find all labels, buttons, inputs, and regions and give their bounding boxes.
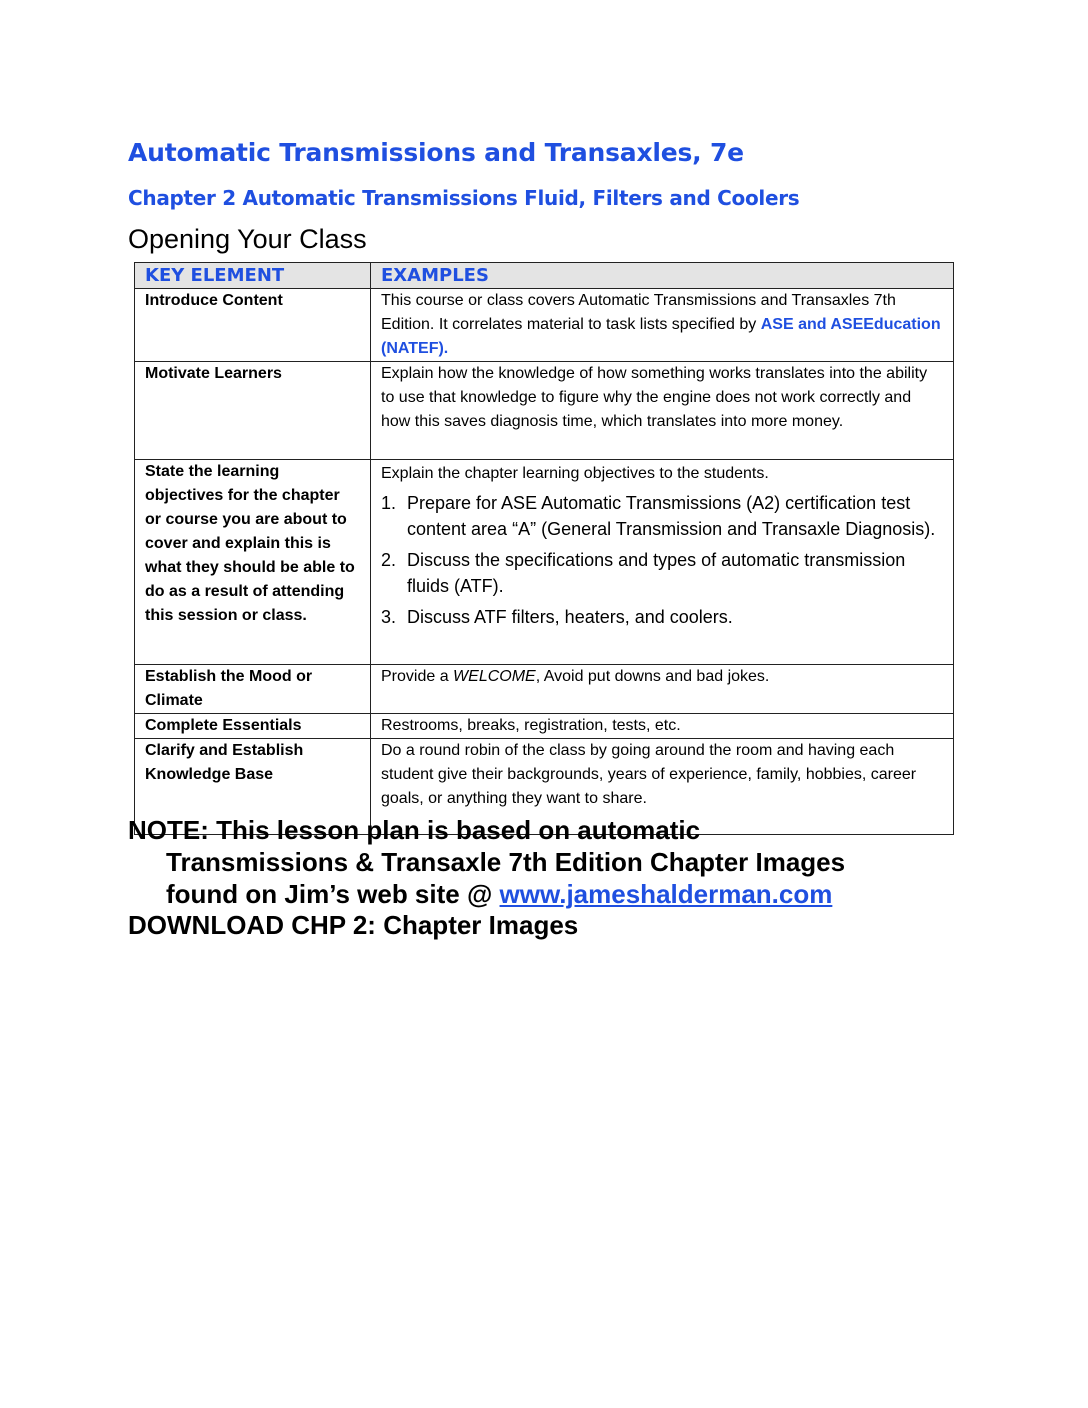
table-row: [135, 289, 954, 362]
key-element-cell: Complete Essentials: [135, 714, 371, 739]
list-item: [381, 490, 943, 542]
chapter-title: Chapter 2 Automatic Transmissions Fluid, Filters and Coolers: [128, 186, 800, 210]
section-heading: Opening Your Class: [128, 224, 367, 254]
website-link[interactable]: www.jameshalderman.com: [499, 879, 833, 909]
objectives-list: [381, 490, 943, 630]
list-text: Prepare for ASE Automatic Transmissions (A2) certification test content area “A” (General Transmission and Transaxle Diagnosis).: [407, 493, 936, 539]
key-element-cell: Clarify and Establish Knowledge Base: [135, 739, 371, 835]
key-element-cell: State the learning objectives for the chapter or course you are about to cover and explain this is what they should be able to do as a result of attending this session or class.: [135, 460, 371, 665]
note-prefix: found on Jim’s web site @: [166, 879, 500, 909]
examples-cell: [371, 460, 954, 665]
table-header-row: [135, 263, 954, 289]
examples-cell: Restrooms, breaks, registration, tests, etc.: [371, 714, 954, 739]
table-row: [135, 665, 954, 714]
examples-cell: Explain how the knowledge of how something works translates into the ability to use that knowledge to figure why the engine does not work correctly and how this saves diagnosis time, which translates into more money.: [371, 362, 954, 460]
key-element-cell: Establish the Mood or Climate: [135, 665, 371, 714]
list-text: Discuss the specifications and types of automatic transmission fluids (ATF).: [407, 550, 906, 596]
list-text: Discuss ATF filters, heaters, and coolers.: [407, 607, 733, 627]
note-line: NOTE: This lesson plan is based on automatic: [128, 815, 701, 845]
examples-text: , Avoid put downs and bad jokes.: [535, 668, 770, 685]
ase-natef-link[interactable]: ASE and ASEEducation (NATEF).: [381, 316, 941, 357]
examples-cell: [371, 289, 954, 362]
list-number: 2.: [381, 550, 397, 570]
book-title: Automatic Transmissions and Transaxles, 7e: [128, 138, 744, 167]
list-item: [381, 604, 943, 630]
examples-text: This course or class covers Automatic Transmissions and Transaxles 7th Edition. It correlates material to task lists specified by: [381, 292, 896, 333]
list-item: [381, 547, 943, 599]
welcome-emphasis: WELCOME: [453, 668, 536, 685]
list-number: 3.: [381, 607, 397, 627]
note-line: Transmissions & Transaxle 7th Edition Chapter Images: [166, 847, 846, 877]
key-element-header: KEY ELEMENT: [135, 263, 371, 289]
key-element-cell: Motivate Learners: [135, 362, 371, 460]
note-line: [128, 878, 948, 910]
examples-cell: [371, 665, 954, 714]
table-row: [135, 362, 954, 460]
examples-cell: Do a round robin of the class by going around the room and having each student give their backgrounds, years of experience, family, hobbies, career goals, or anything they want to share.: [371, 739, 954, 835]
note-block: [128, 814, 948, 910]
objectives-intro: Explain the chapter learning objectives to the students.: [381, 465, 769, 482]
key-element-cell: Introduce Content: [135, 289, 371, 362]
table-row: [135, 460, 954, 665]
examples-text: Provide a: [381, 668, 454, 685]
opening-class-table: [134, 262, 954, 835]
download-instruction: DOWNLOAD CHP 2: Chapter Images: [128, 910, 579, 940]
table-row: [135, 714, 954, 739]
list-number: 1.: [381, 493, 397, 513]
examples-header: EXAMPLES: [371, 263, 954, 289]
